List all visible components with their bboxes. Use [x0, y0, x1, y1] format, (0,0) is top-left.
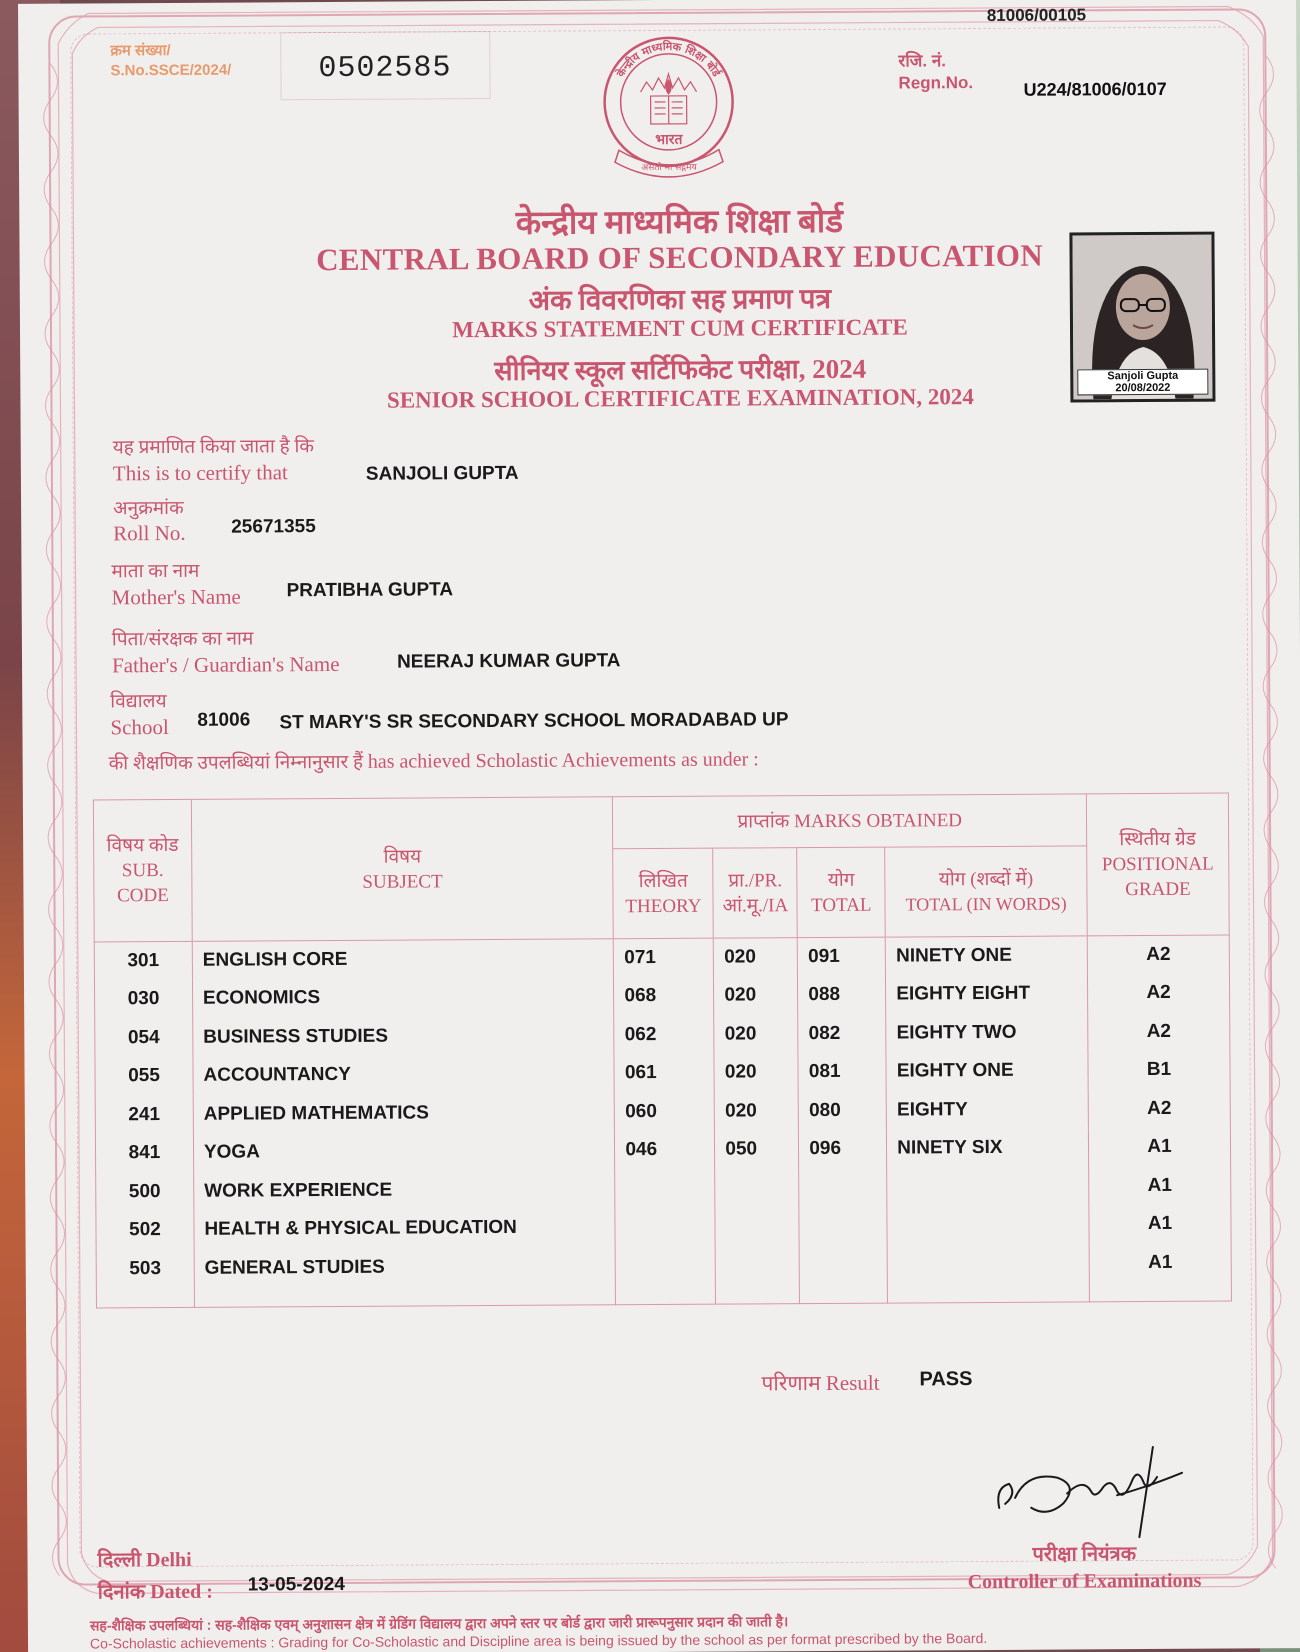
header-marks-obtained: [613, 794, 1087, 849]
header-positional-grade: [1086, 793, 1229, 936]
total-marks: 088: [798, 976, 886, 1015]
achievement-label-hindi: की शैक्षणिक उपलब्धियां निम्नानुसार हैं: [108, 751, 364, 775]
header-code-english-2: CODE: [116, 884, 169, 907]
total-marks: [799, 1245, 887, 1304]
theory-marks: [615, 1169, 715, 1208]
dated-label-hindi: दिनांक: [97, 1581, 146, 1604]
registration-number: U224/81006/0107: [1023, 78, 1167, 100]
positional-grade: B1: [1088, 1051, 1230, 1090]
header-words-hindi: योग (शब्दों में): [938, 868, 1034, 890]
header-subject-english: SUBJECT: [362, 870, 443, 893]
positional-grade: A1: [1089, 1205, 1231, 1244]
photo-name: Sanjoli Gupta: [1107, 369, 1179, 383]
exam-title-hindi: सीनियर स्कूल सर्टिफिकेट परीक्षा, 2024: [494, 353, 867, 387]
subject-code: 241: [95, 1095, 193, 1134]
school-code: 81006: [197, 709, 251, 731]
board-title-hindi: केन्द्रीय माध्यमिक शिक्षा बोर्ड: [515, 203, 844, 242]
roll-label-hindi: अनुक्रमांक: [113, 497, 184, 520]
total-marks: 081: [798, 1053, 886, 1092]
theory-marks: [615, 1208, 715, 1247]
header-code-english-1: SUB.: [121, 860, 164, 882]
header-total-english: TOTAL: [811, 894, 872, 916]
document-title-hindi: अंक विवरणिका सह प्रमाण पत्र: [528, 283, 832, 317]
header-grade-english-1: POSITIONAL: [1101, 853, 1214, 876]
place-english: Delhi: [146, 1548, 192, 1572]
controller-title-english: Controller of Examinations: [967, 1569, 1202, 1594]
seal-motto: असतो मा सद्गमय: [641, 162, 697, 174]
co-scholastic-note-english: Co-Scholastic achievements : Grading for Co-Scholastic and Discipline area is being issued by the school as per format prescribed by the Board.: [89, 1630, 988, 1652]
header-marks-english: MARKS OBTAINED: [794, 810, 963, 833]
total-in-words: [887, 1244, 1089, 1303]
practical-marks: [715, 1246, 799, 1305]
total-marks: 080: [798, 1091, 886, 1130]
mother-label-english: Mother's Name: [111, 584, 241, 610]
result-label: [761, 1369, 879, 1398]
registration-label-english: Regn.No.: [898, 73, 974, 93]
document-title-english: MARKS STATEMENT CUM CERTIFICATE: [452, 314, 908, 343]
issue-date: 13-05-2024: [247, 1573, 345, 1596]
subject-code: 502: [96, 1211, 194, 1250]
positional-grade: A2: [1087, 935, 1229, 974]
practical-marks: 020: [714, 938, 798, 977]
total-marks: 096: [799, 1130, 887, 1169]
header-theory: [613, 848, 714, 939]
total-marks: [799, 1207, 887, 1246]
school-label-english: School: [110, 714, 169, 740]
header-practical: [713, 848, 798, 939]
marks-table: [93, 793, 1232, 1309]
subject-code: 503: [96, 1249, 194, 1308]
total-in-words: EIGHTY TWO: [886, 1013, 1088, 1053]
subject-code: 030: [94, 980, 192, 1019]
seal-bottom-text: भारत: [655, 131, 683, 149]
total-in-words: EIGHTY: [886, 1090, 1088, 1130]
practical-marks: 020: [715, 1092, 799, 1131]
serial-label: [110, 41, 231, 82]
practical-marks: 050: [715, 1130, 799, 1169]
board-title-english: CENTRAL BOARD OF SECONDARY EDUCATION: [316, 237, 1044, 278]
serial-number: 0502585: [318, 51, 452, 87]
subject-name: WORK EXPERIENCE: [194, 1170, 616, 1211]
header-total: [797, 847, 885, 938]
header-subject-hindi: विषय: [383, 845, 422, 868]
theory-marks: [616, 1246, 716, 1305]
exam-title-english: SENIOR SCHOOL CERTIFICATE EXAMINATION, 2024: [386, 384, 974, 413]
theory-marks: 046: [615, 1131, 715, 1170]
subject-name: HEALTH & PHYSICAL EDUCATION: [194, 1208, 616, 1249]
result-label-english: Result: [825, 1370, 880, 1395]
total-in-words: [887, 1205, 1089, 1245]
father-name: NEERAJ KUMAR GUPTA: [396, 650, 621, 673]
total-in-words: NINETY SIX: [887, 1128, 1089, 1168]
header-practical-2: आं.मू./IA: [722, 894, 789, 917]
achievement-line: [109, 745, 759, 775]
total-marks: [799, 1168, 887, 1207]
subject-code: 054: [95, 1018, 193, 1057]
total-in-words: EIGHTY EIGHT: [886, 974, 1088, 1014]
place-hindi: दिल्ली: [97, 1549, 142, 1572]
theory-marks: 060: [615, 1092, 715, 1131]
positional-grade: A1: [1089, 1166, 1231, 1205]
subject-name: APPLIED MATHEMATICS: [193, 1093, 615, 1134]
roll-label-english: Roll No.: [113, 520, 186, 546]
total-marks: 091: [798, 937, 886, 976]
header-subject: [191, 797, 613, 942]
practical-marks: [715, 1207, 799, 1246]
subject-name: ACCOUNTANCY: [193, 1054, 615, 1095]
subject-code: 841: [95, 1134, 193, 1173]
school-label-hindi: विद्यालय: [110, 691, 167, 713]
header-marks-hindi: प्राप्तांक: [737, 811, 790, 833]
result-value: PASS: [919, 1368, 973, 1391]
header-theory-english: THEORY: [625, 895, 702, 917]
practical-marks: 020: [714, 1015, 798, 1054]
subject-name: BUSINESS STUDIES: [193, 1016, 615, 1057]
practical-marks: 020: [714, 1053, 798, 1092]
header-total-words: [885, 846, 1087, 937]
co-scholastic-note-hindi: सह-शैक्षिक उपलब्धियां : सह-शैक्षिक एवम् अनुशासन क्षेत्र में ग्रेडिंग विद्यालय द्वारा अपने स्तर पर बोर्ड द्वारा जारी प्रारूपनुसार प्रदान की जाती है।: [89, 1613, 789, 1634]
positional-grade: A1: [1088, 1128, 1230, 1167]
mother-name: PRATIBHA GUPTA: [286, 579, 454, 602]
student-photo: [1069, 232, 1215, 403]
mother-label-hindi: माता का नाम: [111, 560, 200, 583]
positional-grade: A2: [1087, 974, 1229, 1013]
registration-label: [898, 50, 973, 94]
subject-name: GENERAL STUDIES: [194, 1247, 616, 1308]
practical-marks: [715, 1169, 799, 1208]
certify-label-hindi: यह प्रमाणित किया जाता है कि: [112, 436, 315, 459]
achievement-label-english: has achieved Scholastic Achievements as under :: [367, 748, 759, 773]
total-in-words: EIGHTY ONE: [886, 1051, 1088, 1091]
positional-grade: A1: [1089, 1243, 1231, 1302]
controller-signature-icon: [987, 1437, 1188, 1548]
place: [97, 1545, 191, 1573]
total-in-words: NINETY ONE: [885, 936, 1087, 976]
theory-marks: 061: [614, 1054, 714, 1093]
header-theory-hindi: लिखित: [638, 870, 688, 892]
serial-label-english: S.No.SSCE/2024/: [110, 61, 232, 80]
seal-top-text: केन्द्रीय माध्यमिक शिक्षा बोर्ड: [613, 39, 724, 80]
total-in-words: [887, 1167, 1089, 1207]
header-sub-code: [93, 799, 192, 942]
subject-code: 055: [95, 1057, 193, 1096]
header-grade-hindi: स्थितीय ग्रेड: [1119, 828, 1196, 851]
dated-label-english: Dated :: [150, 1580, 214, 1604]
school-name: ST MARY'S SR SECONDARY SCHOOL MORADABAD UP: [279, 709, 789, 734]
header-grade-english-2: GRADE: [1125, 878, 1191, 901]
cbse-seal-icon: [588, 29, 749, 190]
total-marks: 082: [798, 1014, 886, 1053]
father-label-english: Father's / Guardian's Name: [111, 651, 340, 678]
photo-date: 20/08/2022: [1115, 381, 1171, 395]
header-words-english: TOTAL (IN WORDS): [905, 893, 1067, 914]
photo-caption: [1077, 369, 1208, 396]
subject-code: 500: [96, 1172, 194, 1211]
serial-label-hindi: क्रम संख्या/: [110, 41, 171, 60]
table-row: [96, 1243, 1231, 1308]
corner-reference: 81006/00105: [986, 5, 1087, 25]
positional-grade: A2: [1088, 1089, 1230, 1128]
theory-marks: 062: [614, 1015, 714, 1054]
father-label-hindi: पिता/संरक्षक का नाम: [111, 628, 254, 651]
header-code-hindi: विषय कोड: [106, 834, 179, 857]
theory-marks: 071: [614, 938, 714, 977]
result-label-hindi: परिणाम: [761, 1371, 821, 1396]
header-practical-1: प्रा./PR.: [728, 869, 783, 892]
dated-label: [98, 1577, 213, 1605]
certify-label-english: This is to certify that: [112, 460, 288, 486]
header-total-hindi: योग: [827, 869, 855, 891]
subject-name: ECONOMICS: [192, 977, 614, 1018]
roll-number: 25671355: [231, 516, 316, 538]
practical-marks: 020: [714, 976, 798, 1015]
positional-grade: A2: [1088, 1012, 1230, 1051]
student-name: SANJOLI GUPTA: [365, 462, 519, 485]
subject-name: ENGLISH CORE: [192, 939, 614, 980]
subject-name: YOGA: [193, 1131, 615, 1172]
certificate-paper: [18, 0, 1300, 1652]
theory-marks: 068: [614, 977, 714, 1016]
subject-code: 301: [94, 941, 192, 980]
controller-title-hindi: परीक्षा नियंत्रक: [1032, 1543, 1137, 1566]
registration-label-hindi: रजि. नं.: [898, 51, 947, 71]
